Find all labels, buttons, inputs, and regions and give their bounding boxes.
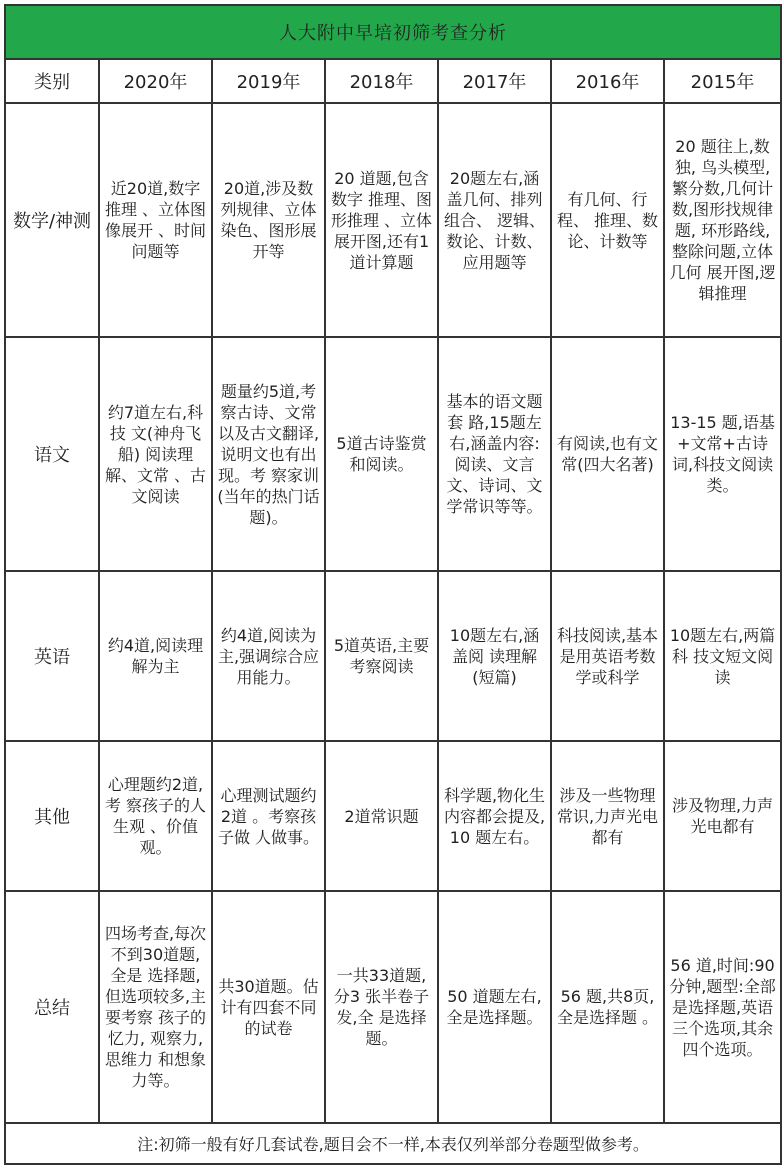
header-year-2019: 2019年 xyxy=(212,59,325,103)
table-cell: 13-15 题,语基+文常+古诗词,科技文阅读类。 xyxy=(664,337,781,571)
table-cell: 20 题往上,数独, 鸟头模型,繁分数,几何计数,图形找规律题, 环形路线,整除问题,立体几何 展开图,逻辑推理 xyxy=(664,103,781,337)
table-cell: 科技阅读,基本是用英语考数学或科学 xyxy=(551,571,664,741)
table-cell: 10题左右,涵盖阅 读理解(短篇) xyxy=(438,571,551,741)
table-cell: 20 道题,包含数字 推理、图形推理 、立体展开图,还有1道计算题 xyxy=(325,103,438,337)
category-cell: 语文 xyxy=(5,337,99,571)
table-cell: 20道,涉及数列规律、立体 染色、图形展开等 xyxy=(212,103,325,337)
table-cell: 有阅读,也有文 常(四大名著) xyxy=(551,337,664,571)
header-year-2020: 2020年 xyxy=(99,59,212,103)
exam-analysis-table xyxy=(4,4,782,1165)
table-cell: 基本的语文题套 路,15题左右,涵盖内容:阅读、文言文、诗词、文学常识等等。 xyxy=(438,337,551,571)
header-year-2017: 2017年 xyxy=(438,59,551,103)
table-cell: 2道常识题 xyxy=(325,741,438,891)
header-year-2016: 2016年 xyxy=(551,59,664,103)
row-chinese xyxy=(5,337,781,571)
footnote: 注:初筛一般有好几套试卷,题目会不一样,本表仅列举部分卷题型做参考。 xyxy=(5,1123,781,1164)
category-cell: 数学/神测 xyxy=(5,103,99,337)
table-cell: 5道古诗鉴赏和阅读。 xyxy=(325,337,438,571)
row-other xyxy=(5,741,781,891)
row-summary xyxy=(5,891,781,1123)
table-cell: 56 道,时间:90分钟,题型:全部是选择题,英语 三个选项,其余四个选项。 xyxy=(664,891,781,1123)
row-math xyxy=(5,103,781,337)
table-title: 人大附中早培初筛考查分析 xyxy=(5,5,781,59)
table-cell: 心理测试题约2道 。考察孩子做 人做事。 xyxy=(212,741,325,891)
table-cell: 四场考查,每次不到30道题,全是 选择题,但选项较多,主要考察 孩子的忆力, 观察力,思维力 和想象力等。 xyxy=(99,891,212,1123)
table-cell: 一共33道题,分3 张半卷子发,全 是选择题。 xyxy=(325,891,438,1123)
table-cell: 56 题,共8页,全是选择题 。 xyxy=(551,891,664,1123)
table-cell: 5道英语,主要考察阅读 xyxy=(325,571,438,741)
table-cell: 约7道左右,科技 文(神舟飞船) 阅读理解、文常 、古文阅读 xyxy=(99,337,212,571)
header-year-2018: 2018年 xyxy=(325,59,438,103)
row-english xyxy=(5,571,781,741)
table-cell: 约4道,阅读为 主,强调综合应 用能力。 xyxy=(212,571,325,741)
table-cell: 20题左右,涵盖几何、排列组合、 逻辑、数论、计数、应用题等 xyxy=(438,103,551,337)
table-cell: 涉及一些物理常识,力声光电都有 xyxy=(551,741,664,891)
table-cell: 有几何、行程、 推理、数论、计数等 xyxy=(551,103,664,337)
header-year-2015: 2015年 xyxy=(664,59,781,103)
table-cell: 涉及物理,力声 光电都有 xyxy=(664,741,781,891)
table-cell: 50 道题左右,全是选择题。 xyxy=(438,891,551,1123)
header-category: 类别 xyxy=(5,59,99,103)
table-cell: 共30道题。估计有四套不同的试卷 xyxy=(212,891,325,1123)
table-cell: 10题左右,两篇科 技文短文阅读 xyxy=(664,571,781,741)
table-cell: 题量约5道,考察古诗、文常以及古文翻译,说明文也有出现。考 察家训(当年的热门话题)。 xyxy=(212,337,325,571)
table-cell: 心理题约2道,考 察孩子的人生观 、价值观。 xyxy=(99,741,212,891)
category-cell: 总结 xyxy=(5,891,99,1123)
table-cell: 约4道,阅读理解为主 xyxy=(99,571,212,741)
category-cell: 英语 xyxy=(5,571,99,741)
header-row xyxy=(5,59,781,103)
table-cell: 近20道,数字推理 、立体图像展开 、时间问题等 xyxy=(99,103,212,337)
table-cell: 科学题,物化生 内容都会提及,10 题左右。 xyxy=(438,741,551,891)
category-cell: 其他 xyxy=(5,741,99,891)
